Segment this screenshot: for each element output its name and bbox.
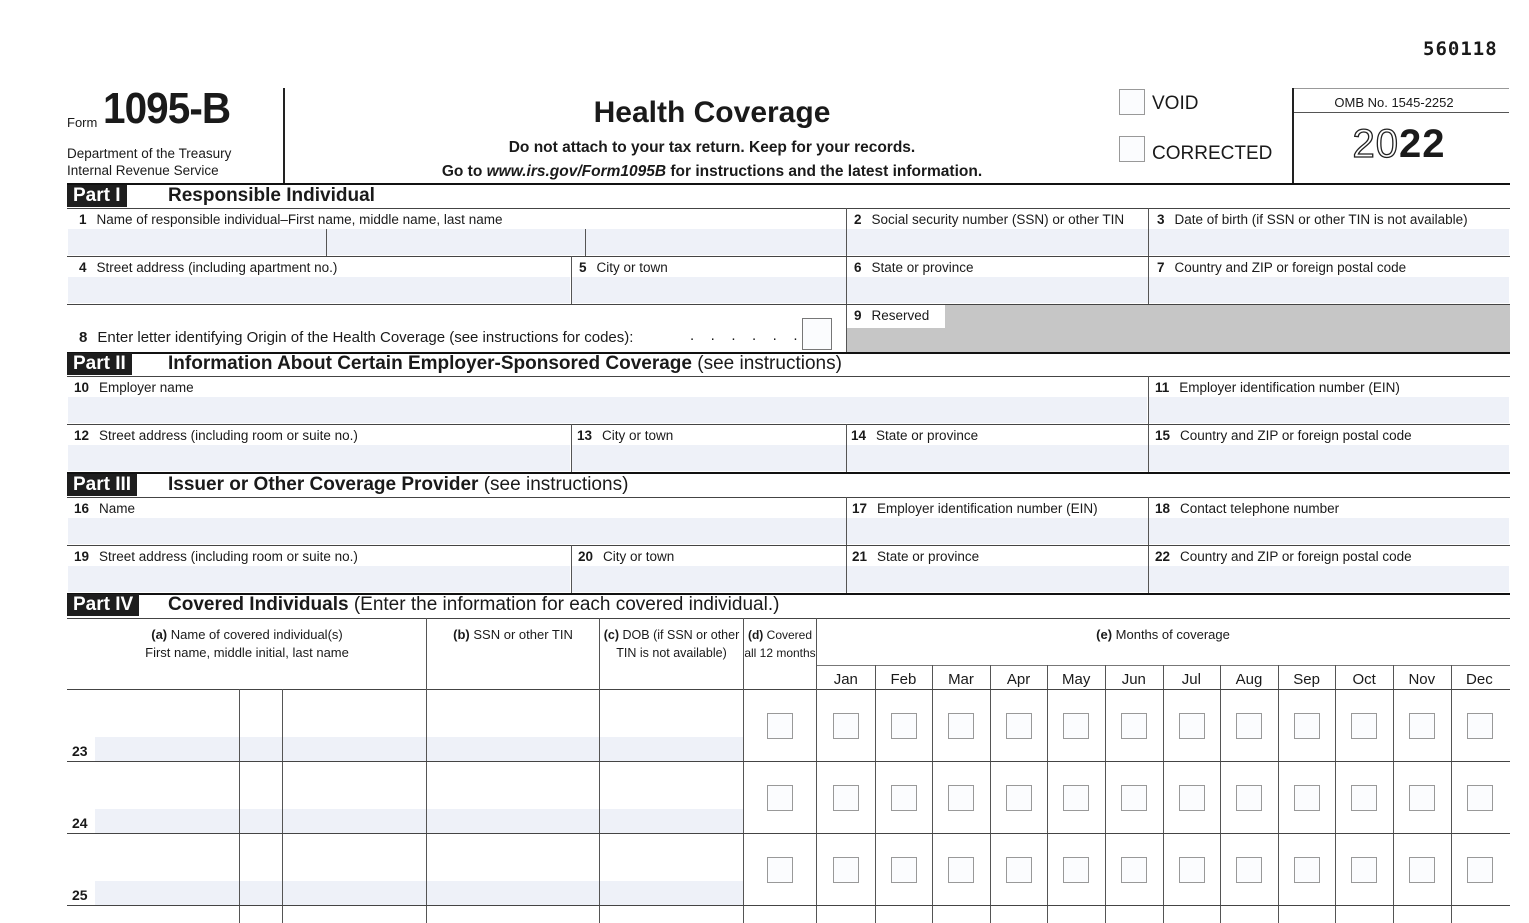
col-d-header: (d) Covered all 12 months xyxy=(744,628,816,660)
row-16-rule xyxy=(67,545,1510,546)
field-6-label: 6 State or province xyxy=(854,260,974,275)
col-c-right-divider xyxy=(743,618,744,923)
row-23-input-first-name[interactable] xyxy=(95,737,239,761)
form-instructions-link-line xyxy=(400,163,1024,181)
tax-year-century: 20 xyxy=(1352,122,1399,166)
omb-top-rule xyxy=(1294,88,1509,89)
row-23-input-middle-initial[interactable] xyxy=(240,737,282,761)
month-label-oct: Oct xyxy=(1352,671,1376,688)
field-2-label: 2 Social security number (SSN) or other TIN xyxy=(854,212,1125,227)
row-24-apr-checkbox[interactable] xyxy=(1006,785,1032,811)
part3-tag: Part III xyxy=(67,474,137,496)
omb-rule xyxy=(1294,112,1509,113)
row-25-input-last-name[interactable] xyxy=(283,881,426,905)
part1-tag: Part I xyxy=(67,185,127,207)
form-title: Health Coverage xyxy=(593,96,831,129)
row-23-nov-checkbox[interactable] xyxy=(1409,713,1435,739)
field-19-input[interactable] xyxy=(68,566,570,592)
col-e-header: (e) Months of coverage xyxy=(1096,627,1230,642)
field-14-label: 14 State or province xyxy=(851,428,979,443)
form-code: 560118 xyxy=(1423,38,1498,60)
month-label-mar: Mar xyxy=(948,671,974,688)
month-divider xyxy=(1451,665,1452,923)
row-24-input-middle-initial[interactable] xyxy=(240,809,282,833)
form-prefix: Form xyxy=(67,115,98,130)
field-13-divider xyxy=(571,424,572,472)
row-23-jun-checkbox[interactable] xyxy=(1121,713,1147,739)
field-2-input[interactable] xyxy=(847,229,1148,255)
header-divider-left xyxy=(283,88,285,184)
row-23-apr-checkbox[interactable] xyxy=(1006,713,1032,739)
field-20-divider xyxy=(571,545,572,593)
field-3-label: 3 Date of birth (if SSN or other TIN is not available) xyxy=(1157,212,1468,227)
field-20-input[interactable] xyxy=(572,566,846,592)
field-1-divider-a xyxy=(326,229,327,256)
month-divider xyxy=(1047,665,1048,923)
row-23-jan-checkbox[interactable] xyxy=(833,713,859,739)
row-number: 23 xyxy=(72,743,88,759)
month-divider xyxy=(875,665,876,923)
month-divider xyxy=(932,665,933,923)
part3-title-rule xyxy=(67,497,1510,498)
row-24-aug-checkbox[interactable] xyxy=(1236,785,1262,811)
row-24-jan-checkbox[interactable] xyxy=(833,785,859,811)
part4-title-rule xyxy=(67,618,1510,619)
row-25-may-checkbox[interactable] xyxy=(1063,857,1089,883)
corrected-label: CORRECTED xyxy=(1152,143,1273,164)
field-10-label: 10 Employer name xyxy=(74,380,194,395)
part4-tag: Part IV xyxy=(67,594,139,616)
form-instructions: Do not attach to your tax return. Keep for your records. xyxy=(508,139,916,156)
field-20-label: 20 City or town xyxy=(578,549,675,564)
row-23-input-last-name[interactable] xyxy=(283,737,426,761)
field-18-label: 18 Contact telephone number xyxy=(1155,501,1340,516)
row-23-all-12-months-checkbox[interactable] xyxy=(767,713,793,739)
field-11-label: 11 Employer identification number (EIN) xyxy=(1155,380,1400,395)
field-8-origin-code-box[interactable] xyxy=(802,318,832,350)
month-divider xyxy=(1335,665,1336,923)
row-25-input-first-name[interactable] xyxy=(95,881,239,905)
col-c-header: (c) DOB (if SSN or other TIN is not available) xyxy=(603,628,740,660)
field-16-label: 16 Name xyxy=(74,501,136,516)
field-21-label: 21 State or province xyxy=(852,549,980,564)
row-24-input-ssn[interactable] xyxy=(427,809,599,833)
row-24-mar-checkbox[interactable] xyxy=(948,785,974,811)
field-12-label: 12 Street address (including room or suite no.) xyxy=(74,428,358,443)
field-9-label: 9 Reserved xyxy=(854,308,930,323)
field-8-leader-dots: . . . . . . xyxy=(690,327,799,344)
field-17-input[interactable] xyxy=(847,518,1148,544)
field-14-divider xyxy=(846,424,847,472)
row-23-sep-checkbox[interactable] xyxy=(1294,713,1320,739)
field-3-input[interactable] xyxy=(1149,229,1509,255)
row-24-input-dob[interactable] xyxy=(600,809,743,833)
month-label-jan: Jan xyxy=(833,671,858,688)
field-19-label: 19 Street address (including room or suite no.) xyxy=(74,549,358,564)
part2-tag: Part II xyxy=(67,353,132,375)
row-24-dec-checkbox[interactable] xyxy=(1467,785,1493,811)
void-checkbox[interactable] xyxy=(1119,89,1145,115)
part3-title: Issuer or Other Coverage Provider (see instructions) xyxy=(168,474,629,495)
part4-title: Covered Individuals (Enter the information for each covered individual.) xyxy=(168,594,780,615)
field-9-reserved-area xyxy=(847,305,1510,352)
field-5-label: 5 City or town xyxy=(579,260,668,275)
agency-line: Internal Revenue Service xyxy=(67,163,219,178)
row-rule xyxy=(67,833,1510,834)
field-13-input[interactable] xyxy=(572,445,846,471)
row-23-mar-checkbox[interactable] xyxy=(948,713,974,739)
link-suffix: for instructions and the latest information. xyxy=(666,163,983,180)
row-rule xyxy=(67,905,1510,906)
month-label-jun: Jun xyxy=(1121,671,1146,688)
row-23-dec-checkbox[interactable] xyxy=(1467,713,1493,739)
row-24-all-12-months-checkbox[interactable] xyxy=(767,785,793,811)
month-label-sep: Sep xyxy=(1293,671,1320,688)
row-24-feb-checkbox[interactable] xyxy=(891,785,917,811)
month-divider xyxy=(1163,665,1164,923)
row-24-jun-checkbox[interactable] xyxy=(1121,785,1147,811)
form-number: 1095-B xyxy=(103,84,231,133)
row-24-oct-checkbox[interactable] xyxy=(1351,785,1377,811)
row-25-feb-checkbox[interactable] xyxy=(891,857,917,883)
field-15-input[interactable] xyxy=(1149,445,1509,471)
row-number: 25 xyxy=(72,887,88,903)
department-line: Department of the Treasury xyxy=(67,146,232,161)
row-23-may-checkbox[interactable] xyxy=(1063,713,1089,739)
row-25-jul-checkbox[interactable] xyxy=(1179,857,1205,883)
row-25-mar-checkbox[interactable] xyxy=(948,857,974,883)
tax-year-decade: 22 xyxy=(1399,122,1446,166)
field-17-label: 17 Employer identification number (EIN) xyxy=(852,501,1098,516)
col-d-right-divider xyxy=(816,618,817,923)
month-divider xyxy=(1278,665,1279,923)
row-23-jul-checkbox[interactable] xyxy=(1179,713,1205,739)
month-label-jul: Jul xyxy=(1181,671,1201,688)
irs-link[interactable]: www.irs.gov/Form1095B xyxy=(486,163,667,180)
row-24-jul-checkbox[interactable] xyxy=(1179,785,1205,811)
row-23-input-ssn[interactable] xyxy=(427,737,599,761)
field-14-input[interactable] xyxy=(847,445,1148,471)
link-prefix: Go to xyxy=(441,163,487,180)
row-25-jan-checkbox[interactable] xyxy=(833,857,859,883)
col-b-right-divider xyxy=(599,618,600,923)
field-4-label: 4 Street address (including apartment no.) xyxy=(79,260,338,275)
part1-title-rule xyxy=(67,208,1510,209)
row-number: 24 xyxy=(72,815,88,831)
field-1-divider-b xyxy=(585,229,586,256)
month-divider xyxy=(1393,665,1394,923)
field-7-input[interactable] xyxy=(1149,277,1509,303)
field-12-input[interactable] xyxy=(68,445,570,471)
omb-number: OMB No. 1545-2252 xyxy=(1334,95,1454,110)
row-23-oct-checkbox[interactable] xyxy=(1351,713,1377,739)
row-24-input-last-name[interactable] xyxy=(283,809,426,833)
month-divider xyxy=(990,665,991,923)
month-divider xyxy=(1220,665,1221,923)
row-25-sep-checkbox[interactable] xyxy=(1294,857,1320,883)
field-8-label: 8 Enter letter identifying Origin of the Health Coverage (see instructions for codes): xyxy=(79,329,634,346)
field-5-divider xyxy=(571,256,572,304)
row-25-input-ssn[interactable] xyxy=(427,881,599,905)
part2-title-rule xyxy=(67,376,1510,377)
month-label-dec: Dec xyxy=(1466,671,1493,688)
row-24-sep-checkbox[interactable] xyxy=(1294,785,1320,811)
part4-header-rule xyxy=(67,689,1510,690)
row-24-input-first-name[interactable] xyxy=(95,809,239,833)
row-23-aug-checkbox[interactable] xyxy=(1236,713,1262,739)
row-25-input-middle-initial[interactable] xyxy=(240,881,282,905)
row-25-nov-checkbox[interactable] xyxy=(1409,857,1435,883)
row-25-input-dob[interactable] xyxy=(600,881,743,905)
month-divider xyxy=(1105,665,1106,923)
corrected-checkbox[interactable] xyxy=(1119,136,1145,162)
field-7-label: 7 Country and ZIP or foreign postal code xyxy=(1157,260,1407,275)
col-b-header: (b) SSN or other TIN xyxy=(453,627,573,642)
month-label-feb: Feb xyxy=(890,671,917,688)
row-24-nov-checkbox[interactable] xyxy=(1409,785,1435,811)
row-rule xyxy=(67,761,1510,762)
field-18-input[interactable] xyxy=(1149,518,1509,544)
field-6-input[interactable] xyxy=(847,277,1148,303)
field-13-label: 13 City or town xyxy=(577,428,674,443)
field-22-label: 22 Country and ZIP or foreign postal code xyxy=(1155,549,1412,564)
month-label-apr: Apr xyxy=(1006,671,1031,688)
field-10-input[interactable] xyxy=(68,397,1147,423)
row-25-oct-checkbox[interactable] xyxy=(1351,857,1377,883)
row-23-input-dob[interactable] xyxy=(600,737,743,761)
field-22-input[interactable] xyxy=(1149,566,1509,592)
row-24-may-checkbox[interactable] xyxy=(1063,785,1089,811)
row-25-dec-checkbox[interactable] xyxy=(1467,857,1493,883)
month-label-aug: Aug xyxy=(1235,671,1263,688)
field-21-input[interactable] xyxy=(847,566,1148,592)
col-a-header: (a) Name of covered individual(s) First name, middle initial, last name xyxy=(145,627,349,660)
row-23-feb-checkbox[interactable] xyxy=(891,713,917,739)
field-4-input[interactable] xyxy=(68,277,570,303)
month-label-nov: Nov xyxy=(1408,671,1436,688)
row-10-rule xyxy=(67,424,1510,425)
month-label-may: May xyxy=(1062,671,1091,688)
tax-year xyxy=(1294,122,1504,167)
field-16-input[interactable] xyxy=(68,518,846,544)
field-5-input[interactable] xyxy=(572,277,846,303)
field-11-input[interactable] xyxy=(1149,397,1509,423)
row-25-jun-checkbox[interactable] xyxy=(1121,857,1147,883)
part2-title: Information About Certain Employer-Sponsored Coverage (see instructions) xyxy=(168,353,842,374)
row-25-all-12-months-checkbox[interactable] xyxy=(767,857,793,883)
field-1-input[interactable] xyxy=(68,229,846,255)
field-15-label: 15 Country and ZIP or foreign postal code xyxy=(1155,428,1412,443)
row-25-apr-checkbox[interactable] xyxy=(1006,857,1032,883)
void-label: VOID xyxy=(1152,93,1199,114)
row-25-aug-checkbox[interactable] xyxy=(1236,857,1262,883)
field-1-label: 1 Name of responsible individual–First name, middle name, last name xyxy=(79,212,503,227)
col-a-right-divider xyxy=(426,618,427,923)
part1-title: Responsible Individual xyxy=(168,185,375,206)
row-1-rule xyxy=(67,256,1510,257)
